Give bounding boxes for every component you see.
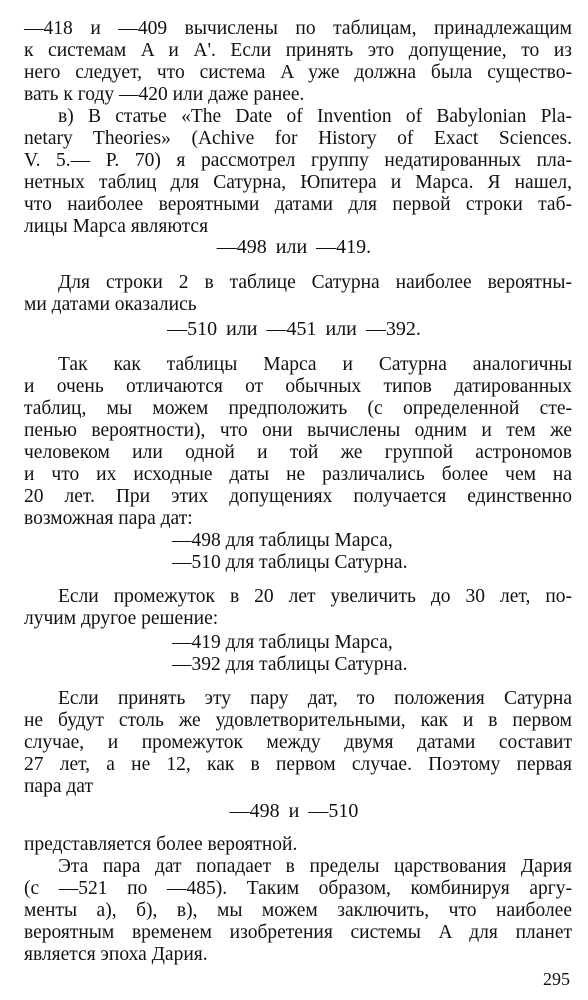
text-line: и очень отличаются от обычных типов датированных	[24, 376, 572, 397]
text-line: Если принять эту пару дат, то положения Сатурна	[58, 688, 572, 709]
text-line: Если промежуток в 20 лет увеличить до 30 лет, по-	[58, 586, 572, 607]
text-line: в) В статье «The Date of Invention of Babylonian Pla-	[58, 106, 572, 127]
text-line: netary Theories» (Achive for History of Exact Sciences.	[24, 128, 572, 149]
page-number: 295	[543, 969, 570, 989]
text-line: нетных таблиц для Сатурна, Юпитера и Марса. Я нашел,	[24, 172, 572, 193]
text-line: человеком или одной и той же группой астрономов	[24, 442, 572, 463]
pair-line: —510 для таблицы Сатурна.	[172, 552, 408, 573]
text-line: 20 лет. При этих допущениях получается единственно	[24, 486, 572, 507]
text-line: Для строки 2 в таблице Сатурна наиболее вероятны-	[58, 272, 572, 293]
text-line: менты а), б), в), мы можем заключить, что наиболее	[24, 900, 572, 921]
text-line: является эпоха Дария.	[24, 944, 208, 965]
text-line: случае, и промежуток между двумя датами составит	[24, 732, 572, 753]
text-line: лучим другое решение:	[24, 608, 219, 629]
text-line: что наиболее вероятными датами для первой строки таб-	[24, 194, 572, 215]
text-line: таблиц, мы можем предположить (с определенной сте-	[24, 398, 572, 419]
text-line: Эта пара дат попадает в пределы царствования Дария	[58, 856, 572, 877]
text-line: пара дат	[24, 776, 93, 797]
text-line: представляется более вероятной.	[24, 834, 298, 855]
text-line: вать к году —420 или даже ранее.	[24, 84, 305, 105]
text-line: вероятным временем изобретения системы A для планет	[24, 922, 572, 943]
pair-line: —392 для таблицы Сатурна.	[172, 654, 408, 675]
text-line: лицы Марса являются	[24, 216, 209, 237]
text-line: к системам A и A'. Если принять это допущение, то из	[24, 40, 572, 61]
text-line: пенью вероятности), что они вычислены одним и тем же	[24, 420, 572, 441]
formula-pair-dates: —498 и —510	[229, 800, 359, 822]
text-line: него следует, что система A уже должна была существо-	[24, 62, 572, 83]
text-line: и что их исходные даты не различались более чем на	[24, 464, 572, 485]
text-line: возможная пара дат:	[24, 508, 193, 529]
pair-line: —419 для таблицы Марса,	[172, 632, 393, 653]
text-line: не будут столь же удовлетворительными, как и в первом	[24, 710, 572, 731]
text-line: 27 лет, а не 12, как в первом случае. Поэтому первая	[24, 754, 572, 775]
text-line: (с —521 по —485). Таким образом, комбинируя аргу-	[24, 878, 572, 899]
formula-mars-dates: —498 или —419.	[216, 236, 372, 258]
formula-saturn-dates: —510 или —451 или —392.	[167, 318, 421, 340]
text-line: V. 5.— P. 70) я рассмотрел группу недатированных пла-	[24, 150, 572, 171]
text-line: ми датами оказались	[24, 294, 197, 315]
text-line: —418 и —409 вычислены по таблицам, принадлежащим	[24, 18, 572, 39]
pair-line: —498 для таблицы Марса,	[172, 530, 393, 551]
text-line: Так как таблицы Марса и Сатурна аналогичны	[58, 354, 572, 375]
